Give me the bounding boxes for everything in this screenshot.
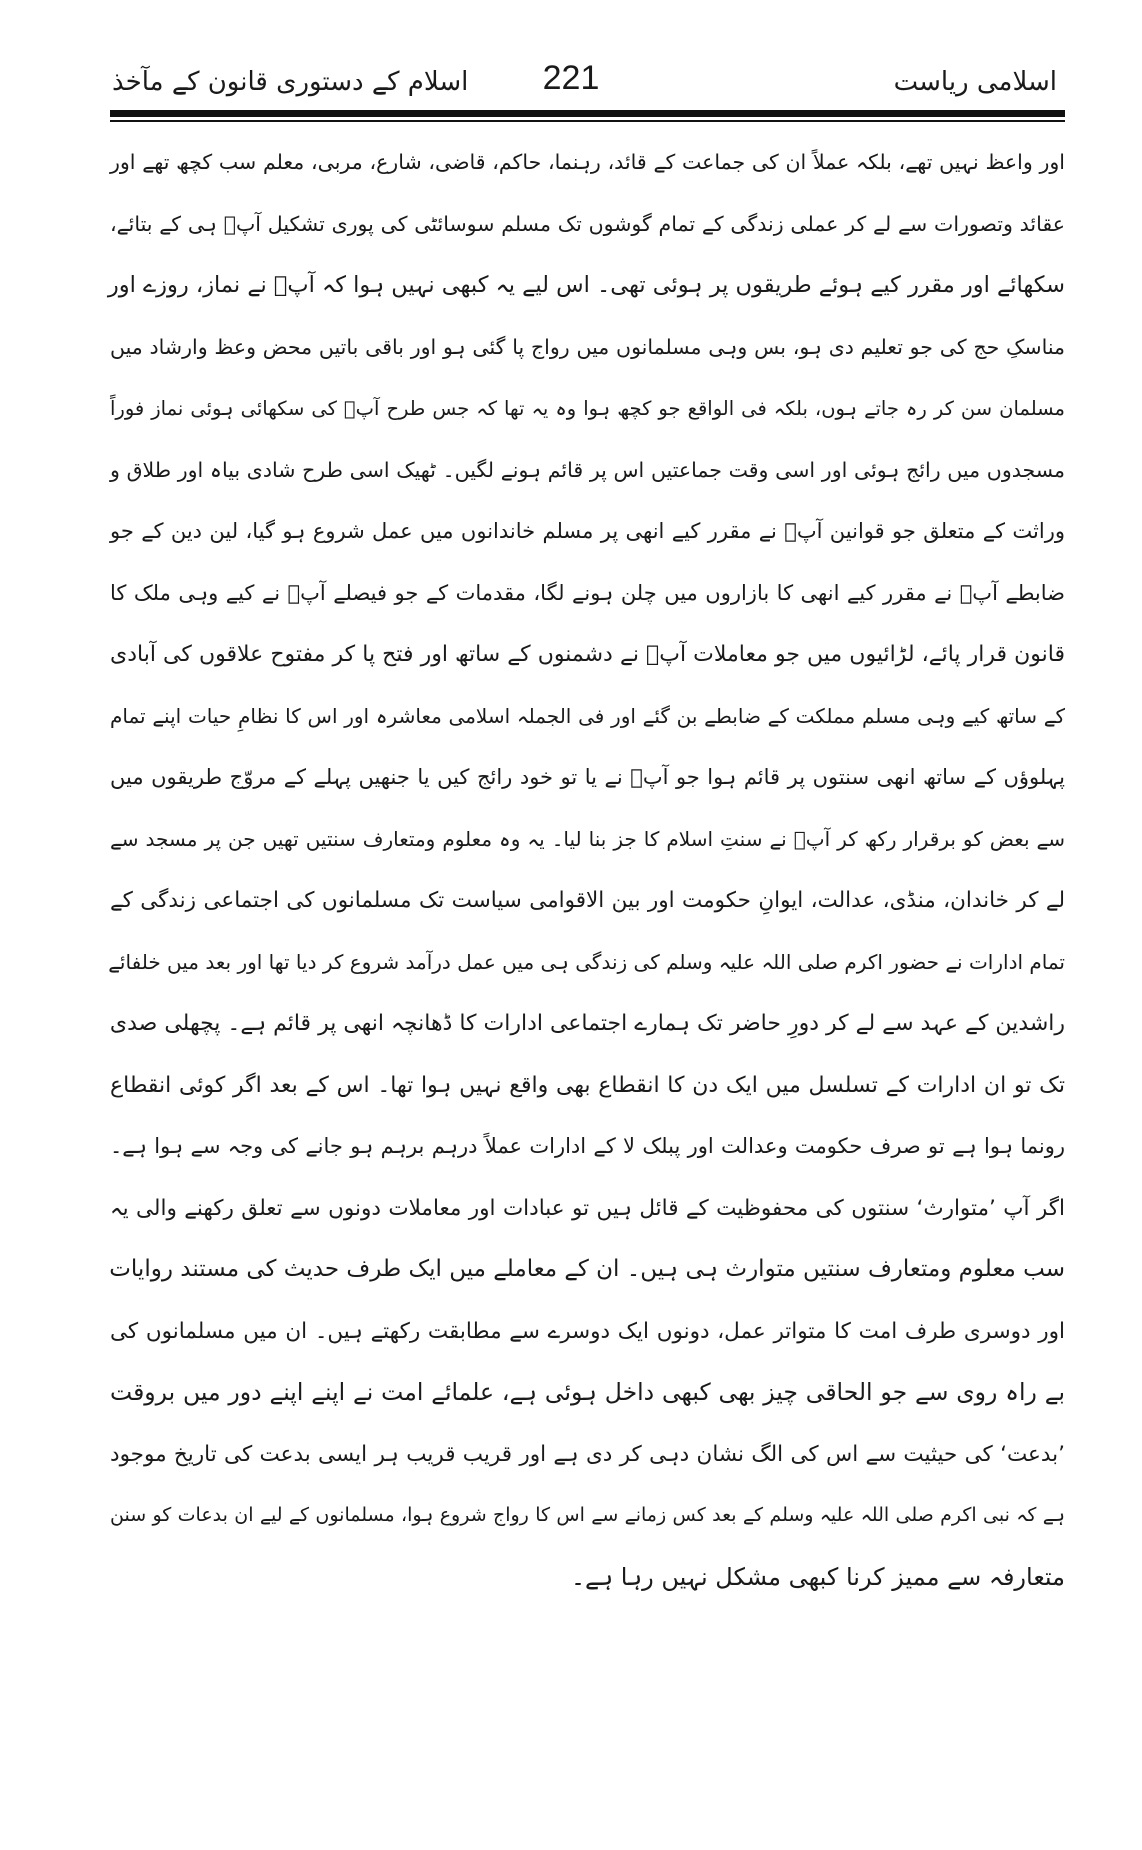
page-number: 221 [542, 59, 600, 97]
text-line: اور دوسری طرف امت کا متواتر عمل، دونوں ایک دوسرے سے مطابقت رکھتے ہیں۔ ان میں مسلمانوں کی [110, 1318, 1065, 1344]
text-line: رونما ہوا ہے تو صرف حکومت وعدالت اور پبلک لا کے ادارات عملاً درہم برہم ہو جانے کی وجہ سے ہوا ہے۔ [110, 1134, 1065, 1158]
text-line: اگر آپ ’متوارث‘ سنتوں کی محفوظیت کے قائل ہیں تو عبادات اور معاملات دونوں سے تعلق رکھنے والی یہ [110, 1195, 1065, 1221]
text-line: ہے کہ نبی اکرم صلی اللہ علیہ وسلم کے بعد کس زمانے سے اس کا رواج شروع ہوا، مسلمانوں کے لیے ان بدعات کو سنن [110, 1504, 1065, 1526]
text-line: سے بعض کو برقرار رکھ کر آپؐ نے سنتِ اسلام کا جز بنا لیا۔ یہ وہ معلوم ومتعارف سنتیں تھیں جن پر مسجد سے [110, 826, 1065, 851]
text-line: ضابطے آپؐ نے مقرر کیے انھی کا بازاروں میں چلن ہونے لگا، مقدمات کے جو فیصلے آپؐ نے کیے وہی ملک کا [110, 580, 1065, 605]
text-line: راشدین کے عہد سے لے کر دورِ حاضر تک ہمارے اجتماعی ادارات کا ڈھانچہ انھی پر قائم ہے۔ پچھلی صدی [109, 1011, 1065, 1036]
text-line: مسلمان سن کر رہ جاتے ہوں، بلکہ فی الواقع جو کچھ ہوا وہ یہ تھا کہ جس طرح آپؐ کی سکھائی ہوئی نماز فوراً [110, 397, 1065, 420]
header-rule-thin [110, 120, 1065, 122]
running-header-book-title: اسلامی ریاست [893, 67, 1057, 97]
running-header-chapter-title: اسلام کے دستوری قانون کے مآخذ [112, 67, 469, 97]
text-line: پہلوؤں کے ساتھ انھی سنتوں پر قائم ہوا جو آپؐ نے یا تو خود رائج کیں یا جنھیں پہلے کے مروّج طریقوں میں [110, 765, 1065, 789]
text-line: سب معلوم ومتعارف سنتیں متوارث ہی ہیں۔ ان کے معاملے میں ایک طرف حدیث کی مستند روایات [109, 1256, 1065, 1282]
text-line: اور واعظ نہیں تھے، بلکہ عملاً ان کی جماعت کے قائد، رہنما، حاکم، قاضی، شارع، مربی، معلم سب کچھ تھے اور [110, 150, 1065, 174]
text-line: سکھائے اور مقرر کیے ہوئے طریقوں پر ہوئی تھی۔ اس لیے یہ کبھی نہیں ہوا کہ آپؐ نے نماز، روزے اور [107, 272, 1065, 298]
text-line: متعارفہ سے ممیز کرنا کبھی مشکل نہیں رہا ہے۔ [570, 1562, 1065, 1591]
text-line: کے ساتھ کیے وہی مسلم مملکت کے ضابطے بن گئے اور فی الجملہ اسلامی معاشرہ اور اس کا نظامِ حیات اپنے تمام [110, 703, 1065, 728]
header-rule-thick [110, 110, 1065, 117]
text-line: وراثت کے متعلق جو قوانین آپؐ نے مقرر کیے انھی پر مسلم خاندانوں میں عمل شروع ہو گیا، لین دین کے جو [110, 519, 1065, 543]
text-line: مناسکِ حج کی جو تعلیم دی ہو، بس وہی مسلمانوں میں رواج پا گئی ہو اور باقی باتیں محض وعظ وارشاد میں [110, 334, 1065, 359]
text-line: عقائد وتصورات سے لے کر عملی زندگی کے تمام گوشوں تک مسلم سوسائٹی کی پوری تشکیل آپؐ ہی کے بتائے، [110, 211, 1065, 236]
text-line: ’بدعت‘ کی حیثیت سے اس کی الگ نشان دہی کر دی ہے اور قریب قریب ہر ایسی بدعت کی تاریخ موجود [110, 1441, 1065, 1467]
text-line: بے راہ روی سے جو الحاقی چیز بھی کبھی داخل ہوئی ہے، علمائے امت نے اپنے اپنے دور میں بروقت [110, 1378, 1065, 1406]
body-text [107, 132, 1065, 1608]
text-line: مسجدوں میں رائج ہوئی اور اسی وقت جماعتیں اس پر قائم ہونے لگیں۔ ٹھیک اسی طرح شادی بیاہ اور طلاق و [110, 457, 1065, 482]
text-line: لے کر خاندان، منڈی، عدالت، ایوانِ حکومت اور بین الاقوامی سیاست تک مسلمانوں کی اجتماعی زندگی کے [110, 888, 1065, 913]
text-line: تک تو ان ادارات کے تسلسل میں ایک دن کا انقطاع بھی واقع نہیں ہوا تھا۔ اس کے بعد اگر کوئی انقطاع [110, 1072, 1065, 1098]
text-line: قانون قرار پائے، لڑائیوں میں جو معاملات آپؐ نے دشمنوں کے ساتھ اور فتح پا کر مفتوح علاقوں کی آبادی [110, 642, 1065, 667]
text-line: تمام ادارات نے حضور اکرم صلی اللہ علیہ وسلم کی زندگی ہی میں عمل درآمد شروع کر دیا تھا اور بعد میں خلفائے [108, 949, 1065, 974]
